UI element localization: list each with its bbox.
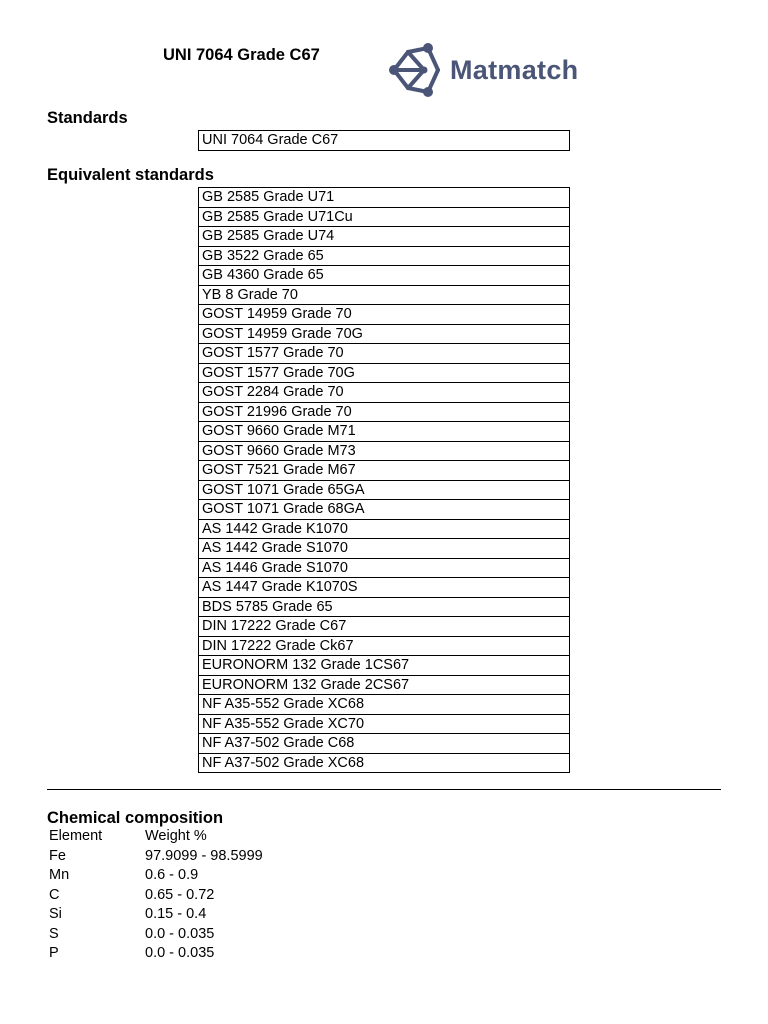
standard-cell: GOST 1071 Grade 65GA xyxy=(199,480,570,500)
element-cell: Fe xyxy=(49,847,66,864)
table-row xyxy=(199,344,570,364)
table-row xyxy=(47,886,263,906)
standard-cell: GOST 9660 Grade M71 xyxy=(199,422,570,442)
standard-cell: GOST 21996 Grade 70 xyxy=(199,402,570,422)
standard-cell: GOST 1577 Grade 70 xyxy=(199,344,570,364)
standard-cell: GB 2585 Grade U71Cu xyxy=(199,207,570,227)
table-row xyxy=(199,695,570,715)
table-row xyxy=(199,363,570,383)
standard-cell: GOST 2284 Grade 70 xyxy=(199,383,570,403)
standard-cell: BDS 5785 Grade 65 xyxy=(199,597,570,617)
table-row xyxy=(47,847,263,867)
standard-cell: UNI 7064 Grade C67 xyxy=(199,131,570,151)
standards-table xyxy=(198,130,570,151)
table-row xyxy=(199,207,570,227)
table-row xyxy=(199,227,570,247)
section-divider xyxy=(47,789,721,790)
standard-cell: DIN 17222 Grade Ck67 xyxy=(199,636,570,656)
table-row xyxy=(199,656,570,676)
standard-cell: GOST 7521 Grade M67 xyxy=(199,461,570,481)
standard-cell: GB 3522 Grade 65 xyxy=(199,246,570,266)
standard-cell: GB 2585 Grade U71 xyxy=(199,188,570,208)
standard-cell: AS 1442 Grade S1070 xyxy=(199,539,570,559)
table-row xyxy=(47,866,263,886)
standard-cell: GOST 9660 Grade M73 xyxy=(199,441,570,461)
chemical-composition-heading: Chemical composition xyxy=(47,809,224,827)
standard-cell: GOST 1577 Grade 70G xyxy=(199,363,570,383)
element-cell: Si xyxy=(49,906,62,922)
standard-cell: AS 1446 Grade S1070 xyxy=(199,558,570,578)
weight-cell: 0.6 - 0.9 xyxy=(145,867,199,883)
standard-cell: GB 4360 Grade 65 xyxy=(199,266,570,286)
composition-column-header: Element xyxy=(49,828,103,844)
element-cell: P xyxy=(49,945,59,961)
standard-cell: AS 1447 Grade K1070S xyxy=(199,578,570,598)
element-cell: S xyxy=(49,925,59,942)
element-cell: C xyxy=(49,886,60,903)
standard-cell: EURONORM 132 Grade 1CS67 xyxy=(199,656,570,676)
table-row xyxy=(199,714,570,734)
standard-cell: DIN 17222 Grade C67 xyxy=(199,617,570,637)
weight-cell: 0.0 - 0.035 xyxy=(145,945,215,961)
weight-cell: 0.15 - 0.4 xyxy=(145,906,207,922)
standard-cell: NF A37-502 Grade C68 xyxy=(199,734,570,754)
standard-cell: NF A35-552 Grade XC70 xyxy=(199,714,570,734)
standard-cell: AS 1442 Grade K1070 xyxy=(199,519,570,539)
table-row xyxy=(199,753,570,773)
table-row xyxy=(199,636,570,656)
table-row xyxy=(199,480,570,500)
standard-cell: GOST 14959 Grade 70G xyxy=(199,324,570,344)
table-row xyxy=(199,131,570,151)
table-row xyxy=(199,558,570,578)
table-row xyxy=(199,285,570,305)
standard-cell: GOST 1071 Grade 68GA xyxy=(199,500,570,520)
table-row xyxy=(199,519,570,539)
standard-cell: NF A35-552 Grade XC68 xyxy=(199,695,570,715)
logo-text: Matmatch xyxy=(450,54,579,85)
table-row xyxy=(199,617,570,637)
element-cell: Mn xyxy=(49,867,70,883)
composition-header-row xyxy=(47,827,263,847)
table-row xyxy=(199,266,570,286)
matmatch-logo-icon xyxy=(384,42,442,98)
weight-cell: 0.65 - 0.72 xyxy=(145,886,215,903)
table-row xyxy=(199,500,570,520)
equivalent-standards-table xyxy=(198,187,570,773)
table-row xyxy=(199,675,570,695)
chemical-composition-table xyxy=(47,827,263,964)
table-row xyxy=(47,925,263,945)
table-row xyxy=(199,422,570,442)
standard-cell: YB 8 Grade 70 xyxy=(199,285,570,305)
standard-cell: NF A37-502 Grade XC68 xyxy=(199,753,570,773)
table-row xyxy=(199,383,570,403)
table-row xyxy=(199,246,570,266)
standards-heading: Standards xyxy=(47,109,128,127)
weight-cell: 0.0 - 0.035 xyxy=(145,925,215,942)
table-row xyxy=(199,305,570,325)
equivalent-standards-heading: Equivalent standards xyxy=(47,166,214,184)
table-row xyxy=(47,944,263,964)
table-row xyxy=(199,188,570,208)
page-title: UNI 7064 Grade C67 xyxy=(163,46,320,64)
table-row xyxy=(47,905,263,925)
matmatch-logo xyxy=(384,42,578,98)
standard-cell: EURONORM 132 Grade 2CS67 xyxy=(199,675,570,695)
table-row xyxy=(199,597,570,617)
table-row xyxy=(199,441,570,461)
standard-cell: GB 2585 Grade U74 xyxy=(199,227,570,247)
standard-cell: GOST 14959 Grade 70 xyxy=(199,305,570,325)
weight-cell: 97.9099 - 98.5999 xyxy=(145,847,263,864)
table-row xyxy=(199,461,570,481)
table-row xyxy=(199,324,570,344)
table-row xyxy=(199,578,570,598)
composition-column-header: Weight % xyxy=(145,828,207,844)
table-row xyxy=(199,734,570,754)
table-row xyxy=(199,539,570,559)
table-row xyxy=(199,402,570,422)
